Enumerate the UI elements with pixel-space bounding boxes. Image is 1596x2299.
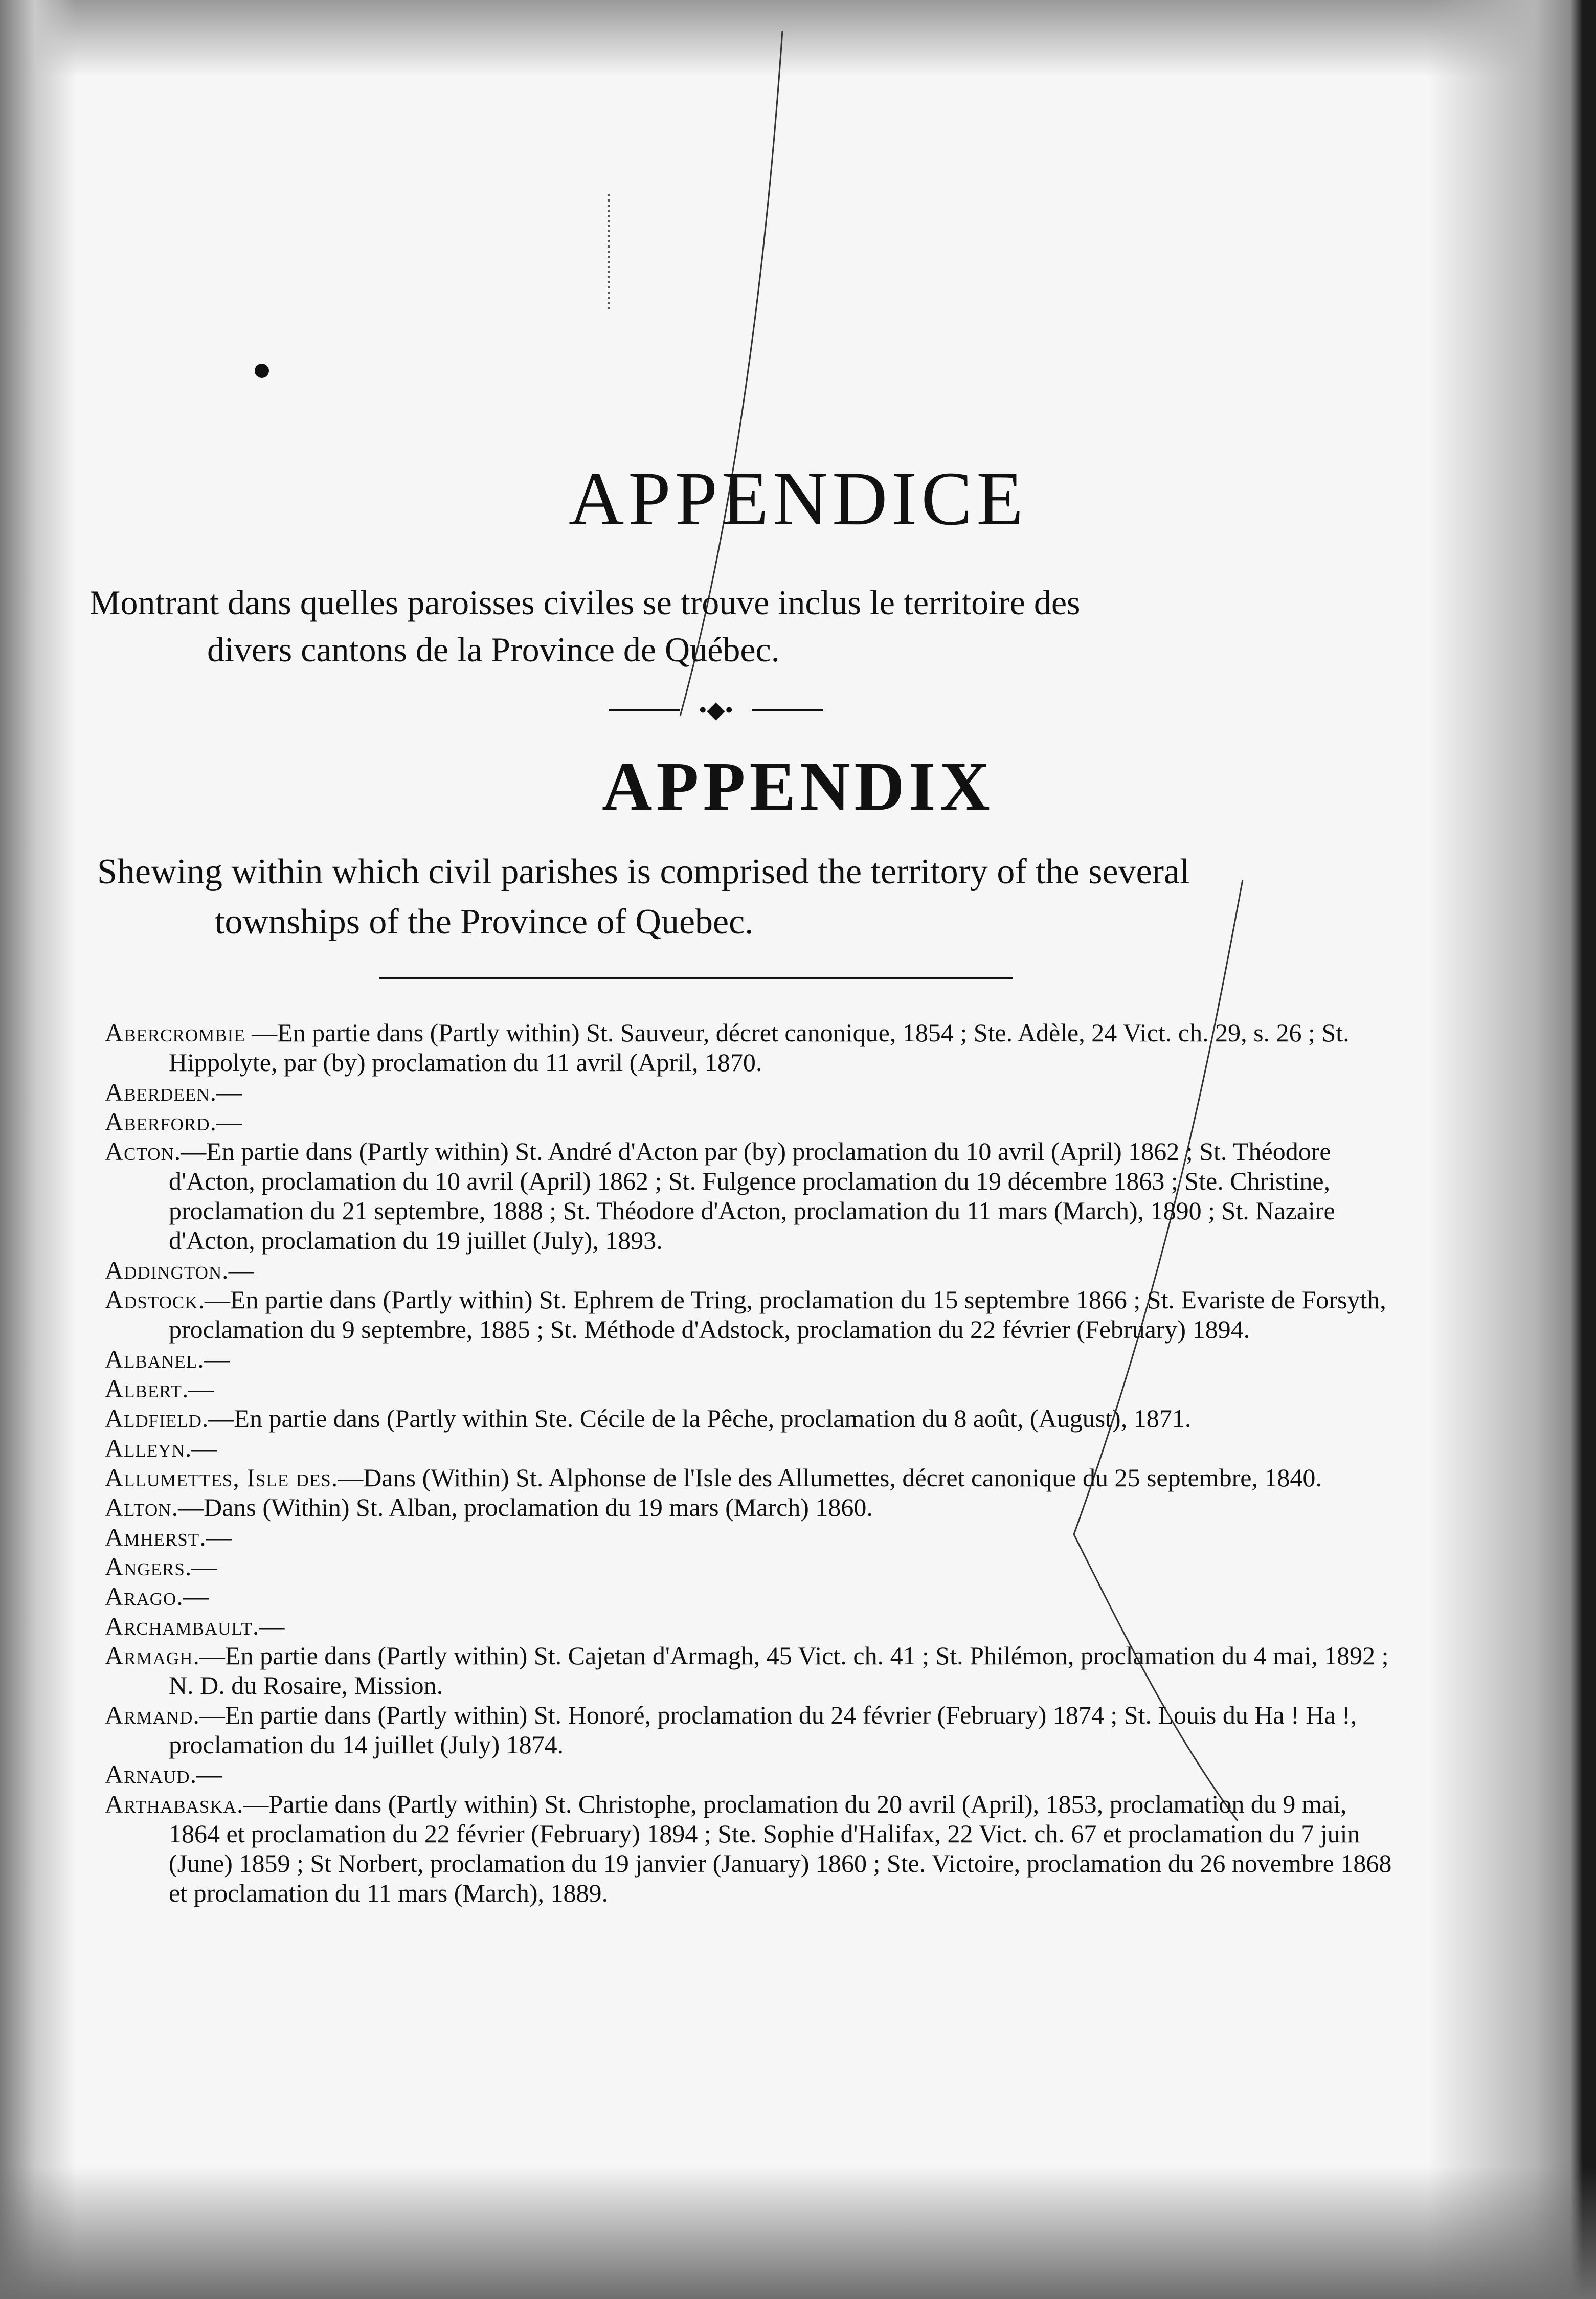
township-name: Arago: [105, 1582, 177, 1611]
entry-text: .—En partie dans (Partly within) St. Cajetan d'Armagh, 45 Vict. ch. 41 ; St. Philémon, proclamation du 4 mai, 1892 ; N. D. du Rosaire, Mission.: [169, 1641, 1389, 1700]
township-name: Amherst: [105, 1523, 200, 1551]
index-entry: [105, 1492, 1404, 1522]
entry-text: .—Dans (Within) St. Alban, proclamation du 19 mars (March) 1860.: [171, 1493, 873, 1522]
township-name: Armand: [105, 1701, 193, 1729]
subtitle-french-line-2: divers cantons de la Province de Québec.: [207, 630, 780, 669]
entry-text: .—: [176, 1582, 209, 1611]
index-entry: [105, 1522, 1404, 1552]
index-entry: [105, 1018, 1404, 1077]
index-entry: [105, 1611, 1404, 1641]
township-name: Arnaud: [105, 1760, 190, 1789]
entry-text: .—: [210, 1107, 242, 1136]
township-name: Acton: [105, 1137, 174, 1166]
index-entry: [105, 1433, 1404, 1463]
township-name: Archambault: [105, 1612, 253, 1640]
entry-text: .—: [190, 1760, 222, 1789]
index-entry: [105, 1255, 1404, 1285]
entry-text: .—Partie dans (Partly within) St. Christophe, proclamation du 20 avril (April), 1853, proclamation du 9 mai, 1864 et proclamation du 22 février (February) 1894 ; Ste. Sophie d'Halifax, 22 Vict. ch. 67 et proclamation du 7 juin (June) 1859 ; St Norbert, proclamation du 19 janvier (January) 1860 ; Ste. Victoire, proclamation du 26 novembre 1868 et proclamation du 11 mars (March), 1889.: [169, 1790, 1392, 1907]
township-name: Armagh: [105, 1641, 193, 1670]
index-entry: [105, 1403, 1404, 1433]
entry-text: .—En partie dans (Partly within) St. André d'Acton par (by) proclamation du 10 avril (April) 1862 ; St. Théodore d'Acton, proclamation du 10 avril (April) 1862 ; St. Fulgence proclamation du 19 décembre 1863 ; Ste. Christine, proclamation du 21 septembre, 1888 ; St. Théodore d'Acton, proclamation du 11 mars (March), 1890 ; St. Nazaire d'Acton, proclamation du 19 juillet (July), 1893.: [169, 1137, 1335, 1255]
township-name: Arthabaska: [105, 1790, 237, 1818]
index-entry: [105, 1344, 1404, 1374]
entry-text: .—: [185, 1434, 217, 1462]
appendix-title-french: APPENDICE: [568, 456, 1028, 541]
entry-text: .—En partie dans (Partly within) St. Honoré, proclamation du 24 février (February) 1874 ; St. Louis du Ha ! Ha !, proclamation du 14 juillet (July) 1874.: [169, 1701, 1357, 1759]
index-entry: [105, 1285, 1404, 1344]
entry-text: .—: [252, 1612, 285, 1640]
entry-text: .—En partie dans (Partly within Ste. Cécile de la Pêche, proclamation du 8 août, (August), 1871.: [201, 1404, 1192, 1433]
entry-text: .—: [199, 1523, 232, 1551]
township-name: Aldfield: [105, 1404, 202, 1433]
index-entry: [105, 1374, 1404, 1403]
subtitle-english-line-1: Shewing within which civil parishes is comprised the territory of the several: [97, 852, 1190, 891]
appendix-title-english: APPENDIX: [602, 748, 994, 825]
ornament-rule-left: [609, 709, 680, 711]
township-name: Adstock: [105, 1285, 198, 1314]
index-entry: [105, 1700, 1404, 1759]
subtitle-english-line-2: townships of the Province of Quebec.: [215, 902, 754, 942]
township-name: Alton: [105, 1493, 172, 1522]
index-entry: [105, 1136, 1404, 1255]
appendix-subtitle-french: [89, 579, 1358, 673]
appendix-subtitle-english: [97, 847, 1365, 947]
entry-text: .—: [185, 1552, 217, 1581]
township-name: Albanel: [105, 1345, 198, 1373]
township-name: Angers: [105, 1552, 185, 1581]
index-entry: [105, 1641, 1404, 1700]
township-name: Aberford: [105, 1107, 210, 1136]
ornament-glyph: •◆•: [699, 697, 733, 723]
index-entry: [105, 1789, 1404, 1908]
index-entry: [105, 1552, 1404, 1581]
entry-text: .—: [182, 1374, 214, 1403]
title-separator-ornament: [609, 697, 823, 723]
entry-text: .—: [197, 1345, 230, 1373]
township-index: [105, 1018, 1404, 1908]
index-entry: [105, 1759, 1404, 1789]
entry-text: .—Dans (Within) St. Alphonse de l'Isle des Allumettes, décret canonique du 25 septembre, 1840.: [331, 1463, 1322, 1492]
index-entry: [105, 1077, 1404, 1107]
index-entry: [105, 1463, 1404, 1492]
township-name: Allumettes, Isle des: [105, 1463, 331, 1492]
subtitle-french-line-1: Montrant dans quelles paroisses civiles se trouve inclus le territoire des: [89, 583, 1081, 622]
index-entry: [105, 1107, 1404, 1136]
township-name: Alleyn: [105, 1434, 185, 1462]
entry-text: .—En partie dans (Partly within) St. Ephrem de Tring, proclamation du 15 septembre 1866 ; St. Evariste de Forsyth, proclamation du 9 septembre, 1885 ; St. Méthode d'Adstock, proclamation du 22 février (February) 1894.: [169, 1285, 1386, 1344]
township-name: Addington: [105, 1256, 222, 1284]
entry-text: —En partie dans (Partly within) St. Sauveur, décret canonique, 1854 ; Ste. Adèle, 24 Vict. ch. 29, s. 26 ; St. Hippolyte, par (by) proclamation du 11 avril (April, 1870.: [169, 1018, 1350, 1077]
index-entry: [105, 1581, 1404, 1611]
township-name: Albert: [105, 1374, 182, 1403]
entry-text: .—: [210, 1078, 242, 1106]
ornament-rule-right: [752, 709, 823, 711]
entry-text: .—: [222, 1256, 254, 1284]
section-divider: [379, 977, 1013, 979]
township-name: Abercrombie: [105, 1018, 245, 1047]
township-name: Aberdeen: [105, 1078, 210, 1106]
